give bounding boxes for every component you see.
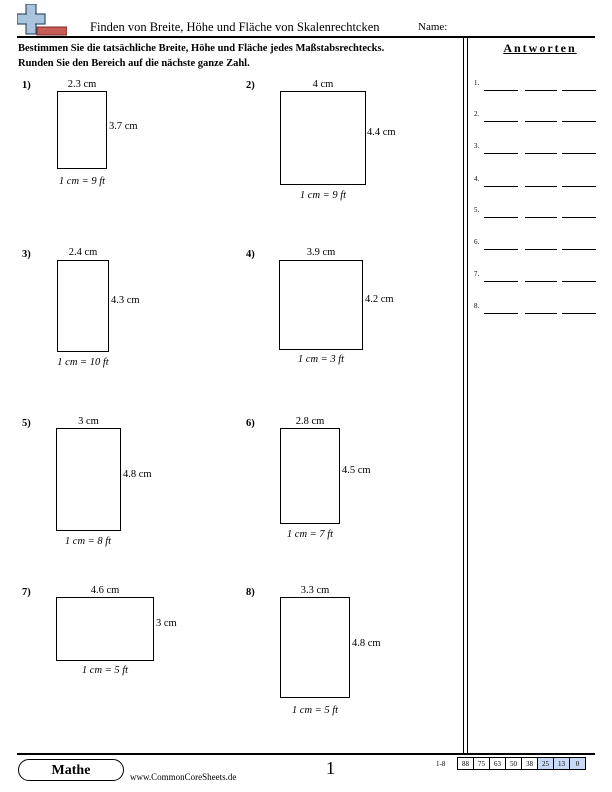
score-cell: 63 <box>490 758 506 770</box>
score-cell: 75 <box>474 758 490 770</box>
answer-blank-width[interactable] <box>484 249 518 250</box>
problem-number: 5) <box>22 418 31 429</box>
score-range-label: 1-8 <box>436 760 446 768</box>
answer-number: 5. <box>474 206 480 214</box>
rect-width-label: 2.3 cm <box>67 79 97 90</box>
scale-label: 1 cm = 10 ft <box>57 357 109 368</box>
scale-rectangle <box>280 597 350 698</box>
answer-number: 6. <box>474 238 480 246</box>
rect-width-label: 4 cm <box>312 79 334 90</box>
problem-number: 2) <box>246 80 255 91</box>
logo-plus-icon <box>17 4 67 36</box>
rect-height-label: 4.2 cm <box>365 294 394 305</box>
problem-number: 8) <box>246 587 255 598</box>
page-number: 1 <box>326 758 335 778</box>
answer-blank-height[interactable] <box>525 249 557 250</box>
scale-rectangle <box>57 91 107 169</box>
answer-blank-height[interactable] <box>525 90 557 91</box>
answer-row <box>474 110 604 122</box>
instruction-line-2: Runden Sie den Bereich auf die nächste ganze Zahl. <box>18 58 250 69</box>
rect-height-label: 4.4 cm <box>367 127 396 138</box>
scale-label: 1 cm = 5 ft <box>291 705 339 716</box>
rect-height-label: 4.5 cm <box>342 465 371 476</box>
answer-blank-area[interactable] <box>562 281 596 282</box>
rect-width-label: 3.3 cm <box>300 585 330 596</box>
rect-width-label: 3.9 cm <box>306 247 336 258</box>
problem-number: 7) <box>22 587 31 598</box>
answer-blank-width[interactable] <box>484 153 518 154</box>
rect-height-label: 3 cm <box>156 618 177 629</box>
scale-rectangle <box>57 260 109 352</box>
answer-blank-height[interactable] <box>525 153 557 154</box>
rect-width-label: 2.4 cm <box>68 247 98 258</box>
score-cell: 13 <box>554 758 570 770</box>
column-divider-inner <box>467 36 468 754</box>
rect-height-label: 3.7 cm <box>109 121 138 132</box>
scale-rectangle <box>279 260 363 350</box>
answer-blank-height[interactable] <box>525 217 557 218</box>
answer-blank-area[interactable] <box>562 249 596 250</box>
scale-label: 1 cm = 7 ft <box>286 529 334 540</box>
subject-badge: Mathe <box>18 759 124 781</box>
instruction-line-1: Bestimmen Sie die tatsächliche Breite, Höhe und Fläche jedes Maßstabsrechtecks. <box>18 43 385 54</box>
scale-label: 1 cm = 8 ft <box>64 536 112 547</box>
column-divider <box>463 36 464 754</box>
answer-blank-width[interactable] <box>484 90 518 91</box>
name-label: Name: <box>418 21 448 33</box>
scale-label: 1 cm = 9 ft <box>299 190 347 201</box>
score-table <box>457 757 586 770</box>
scale-label: 1 cm = 5 ft <box>81 665 129 676</box>
rect-width-label: 4.6 cm <box>90 585 120 596</box>
score-cell: 0 <box>570 758 586 770</box>
problem-number: 3) <box>22 249 31 260</box>
footer-rule <box>17 753 595 755</box>
answer-blank-width[interactable] <box>484 121 518 122</box>
site-url[interactable]: www.CommonCoreSheets.de <box>130 772 237 782</box>
answer-number: 3. <box>474 142 480 150</box>
answer-row <box>474 142 604 154</box>
answer-blank-area[interactable] <box>562 153 596 154</box>
answer-blank-width[interactable] <box>484 217 518 218</box>
rect-height-label: 4.8 cm <box>352 638 381 649</box>
rect-height-label: 4.8 cm <box>123 469 152 480</box>
score-cell: 88 <box>458 758 474 770</box>
instructions <box>18 41 458 71</box>
answer-blank-height[interactable] <box>525 281 557 282</box>
answer-row <box>474 270 604 282</box>
answer-row <box>474 175 604 187</box>
answer-blank-width[interactable] <box>484 313 518 314</box>
answer-number: 1. <box>474 79 480 87</box>
answer-blank-area[interactable] <box>562 217 596 218</box>
answer-row <box>474 302 604 314</box>
problem-number: 4) <box>246 249 255 260</box>
rect-height-label: 4.3 cm <box>111 295 140 306</box>
answer-number: 7. <box>474 270 480 278</box>
answers-title: Antworten <box>503 41 577 55</box>
answer-row <box>474 206 604 218</box>
scale-rectangle <box>280 428 340 524</box>
scale-rectangle <box>56 597 154 661</box>
rect-width-label: 2.8 cm <box>295 416 325 427</box>
answer-blank-height[interactable] <box>525 121 557 122</box>
answer-blank-width[interactable] <box>484 281 518 282</box>
scale-rectangle <box>56 428 121 531</box>
score-cell: 38 <box>522 758 538 770</box>
answer-blank-area[interactable] <box>562 90 596 91</box>
answer-number: 4. <box>474 175 480 183</box>
problem-number: 6) <box>246 418 255 429</box>
answer-row <box>474 79 604 91</box>
answer-blank-area[interactable] <box>562 121 596 122</box>
answer-blank-width[interactable] <box>484 186 518 187</box>
problem-number: 1) <box>22 80 31 91</box>
answer-blank-height[interactable] <box>525 186 557 187</box>
answer-blank-area[interactable] <box>562 313 596 314</box>
rect-width-label: 3 cm <box>78 416 99 427</box>
answer-number: 8. <box>474 302 480 310</box>
score-cell: 50 <box>506 758 522 770</box>
scale-rectangle <box>280 91 366 185</box>
worksheet-title: Finden von Breite, Höhe und Fläche von Skalenrechtcken <box>90 20 380 34</box>
answer-number: 2. <box>474 110 480 118</box>
score-cell: 25 <box>538 758 554 770</box>
scale-label: 1 cm = 3 ft <box>297 354 345 365</box>
answer-blank-area[interactable] <box>562 186 596 187</box>
scale-label: 1 cm = 9 ft <box>58 176 106 187</box>
answer-blank-height[interactable] <box>525 313 557 314</box>
header-rule <box>17 36 595 38</box>
answer-row <box>474 238 604 250</box>
